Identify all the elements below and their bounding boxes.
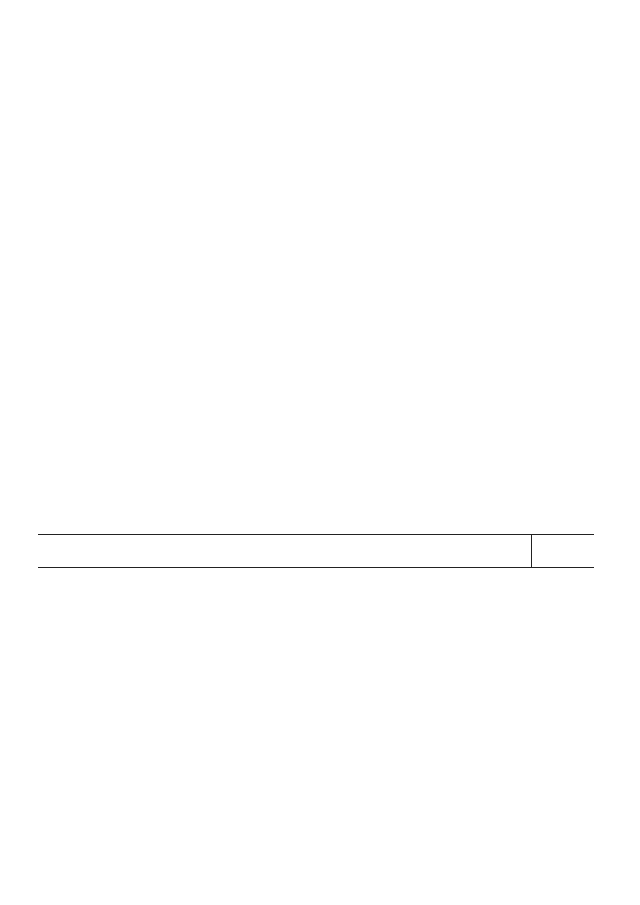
table-header <box>38 534 594 568</box>
family-support-table <box>38 534 594 568</box>
header-name <box>38 535 532 567</box>
item-11 <box>84 410 110 428</box>
header-amount <box>532 535 594 567</box>
